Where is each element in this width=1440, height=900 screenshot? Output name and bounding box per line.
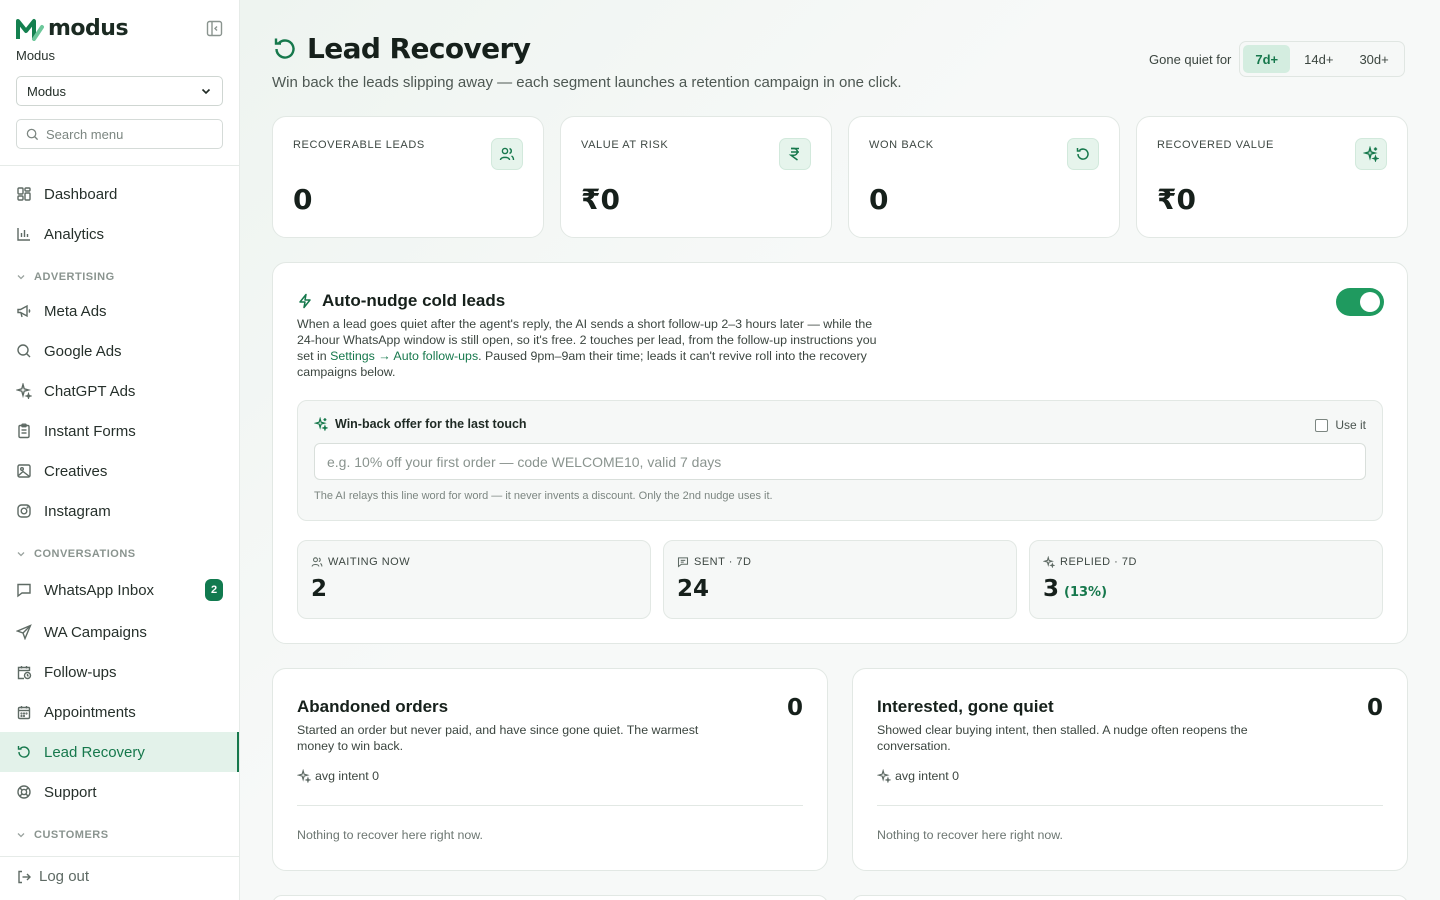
calendar-icon bbox=[16, 704, 32, 720]
range-30d-button[interactable]: 30d+ bbox=[1359, 51, 1389, 67]
metric-percentage: (13%) bbox=[1064, 585, 1108, 600]
metric-value-number: 2 bbox=[311, 576, 328, 602]
section-customers-label: CUSTOMERS bbox=[34, 829, 109, 841]
stat-label: RECOVERED VALUE bbox=[1157, 139, 1274, 151]
segment-title: Interested, gone quiet bbox=[877, 697, 1054, 716]
sidebar-item-appointments[interactable] bbox=[0, 692, 239, 732]
sidebar-item-google-ads[interactable] bbox=[0, 331, 239, 371]
auto-nudge-description bbox=[297, 316, 887, 380]
segment-count: 0 bbox=[1366, 695, 1383, 721]
win-back-offer-hint: The AI relays this line word for word — it never invents a discount. Only the 2nd nudge uses it. bbox=[314, 490, 773, 502]
segment-divider bbox=[297, 805, 803, 806]
sidebar-item-analytics[interactable] bbox=[0, 214, 239, 254]
segment-intent-text: avg intent 0 bbox=[895, 769, 960, 783]
collapse-sidebar-icon[interactable] bbox=[206, 20, 223, 37]
sidebar-item-label: Appointments bbox=[44, 703, 136, 721]
metric-value bbox=[677, 576, 709, 602]
sidebar-item-dashboard[interactable] bbox=[0, 174, 239, 214]
stat-card-recovered-value bbox=[1136, 116, 1408, 238]
stat-card-won-back bbox=[848, 116, 1120, 238]
sidebar-item-wa-campaigns[interactable] bbox=[0, 612, 239, 652]
metric-label-text: REPLIED · 7D bbox=[1060, 556, 1137, 568]
range-label: Gone quiet for bbox=[1149, 51, 1232, 67]
use-it-label: Use it bbox=[1335, 418, 1366, 432]
stat-value: 0 bbox=[293, 183, 313, 216]
sidebar-item-label: Analytics bbox=[44, 225, 105, 243]
search-icon bbox=[16, 343, 32, 359]
page-subtitle: Win back the leads slipping away — each segment launches a retention campaign in one click. bbox=[272, 74, 902, 91]
sidebar-item-label: Instagram bbox=[44, 502, 111, 520]
metric-replied-7d bbox=[1029, 540, 1383, 619]
send-icon bbox=[16, 624, 32, 640]
auto-nudge-header bbox=[297, 291, 505, 311]
win-back-offer-label: Win-back offer for the last touch bbox=[335, 417, 527, 431]
metric-label bbox=[311, 556, 410, 568]
search-icon bbox=[26, 128, 39, 141]
page-title-text: Lead Recovery bbox=[307, 32, 531, 65]
stat-label: VALUE AT RISK bbox=[581, 139, 669, 151]
sparkle-icon bbox=[16, 383, 32, 399]
sidebar-divider bbox=[0, 856, 239, 857]
sidebar-item-whatsapp-inbox[interactable] bbox=[0, 570, 239, 610]
section-conversations[interactable] bbox=[16, 548, 136, 560]
checkbox-box[interactable] bbox=[1315, 419, 1328, 432]
instagram-icon bbox=[16, 503, 32, 519]
org-select[interactable] bbox=[16, 76, 223, 106]
stat-value: ₹0 bbox=[1157, 183, 1196, 216]
message-square-icon bbox=[677, 556, 689, 568]
search-placeholder: Search menu bbox=[46, 126, 124, 142]
sidebar-item-lead-recovery[interactable] bbox=[0, 732, 239, 772]
metric-label bbox=[1043, 556, 1137, 568]
search-input[interactable] bbox=[16, 119, 223, 149]
use-it-checkbox[interactable] bbox=[1315, 418, 1366, 432]
main-content bbox=[240, 0, 1440, 900]
sidebar-divider bbox=[0, 165, 239, 166]
message-square-icon bbox=[16, 582, 32, 598]
refresh-icon bbox=[1067, 138, 1099, 170]
users-icon bbox=[311, 556, 323, 568]
sidebar-item-label: Instant Forms bbox=[44, 422, 136, 440]
sidebar-item-label: Support bbox=[44, 783, 97, 801]
sidebar-item-label: WA Campaigns bbox=[44, 623, 147, 641]
settings-auto-follow-ups-link[interactable]: Settings → Auto follow-ups bbox=[330, 349, 479, 363]
sidebar bbox=[0, 0, 240, 900]
clipboard-icon bbox=[16, 423, 32, 439]
modus-logo-icon bbox=[16, 17, 46, 41]
sparkle-icon bbox=[1355, 138, 1387, 170]
segment-description: Showed clear buying intent, then stalled. A nudge often reopens the conversation. bbox=[877, 723, 1248, 753]
chevron-down-icon bbox=[16, 272, 26, 282]
sidebar-item-label: Meta Ads bbox=[44, 302, 107, 320]
sidebar-item-label: WhatsApp Inbox bbox=[44, 581, 155, 599]
metric-label bbox=[677, 556, 751, 568]
segment-intent bbox=[877, 769, 959, 783]
range-filter bbox=[1149, 41, 1405, 77]
calendar-clock-icon bbox=[16, 664, 32, 680]
metric-value bbox=[1043, 576, 1107, 602]
sidebar-item-label: Follow-ups bbox=[44, 663, 117, 681]
section-advertising[interactable] bbox=[16, 271, 115, 283]
range-7d-button[interactable]: 7d+ bbox=[1243, 45, 1290, 73]
metric-value-number: 24 bbox=[677, 576, 710, 602]
sidebar-item-support[interactable] bbox=[0, 772, 239, 812]
win-back-offer-panel bbox=[297, 400, 1383, 521]
org-select-value: Modus bbox=[27, 83, 67, 99]
logout-label: Log out bbox=[39, 868, 90, 885]
logout-button[interactable] bbox=[16, 868, 89, 885]
sparkle-icon bbox=[297, 769, 311, 783]
page-title bbox=[272, 32, 530, 65]
stat-value: 0 bbox=[869, 183, 889, 216]
auto-nudge-desc-text: . Paused 9pm–9am their time; leads it can't revive roll into the recovery campaigns below. bbox=[297, 349, 867, 379]
stat-label: RECOVERABLE LEADS bbox=[293, 139, 425, 151]
section-conversations-label: CONVERSATIONS bbox=[34, 548, 136, 560]
sidebar-item-instant-forms[interactable] bbox=[0, 411, 239, 451]
metric-value bbox=[311, 576, 327, 602]
win-back-offer-input[interactable] bbox=[314, 443, 1366, 480]
stat-value: ₹0 bbox=[581, 183, 620, 216]
refresh-icon bbox=[272, 36, 298, 62]
unread-badge: 2 bbox=[205, 579, 223, 601]
range-14d-button[interactable]: 14d+ bbox=[1304, 51, 1334, 67]
chevron-down-icon bbox=[16, 830, 26, 840]
sidebar-item-label: Google Ads bbox=[44, 342, 122, 360]
auto-nudge-desc-text: When a lead goes quiet after the agent's reply, the AI sends a short follow-up 2–3 hours later — while the 24-hour WhatsApp window is still open, so it's free. 2 touches per lead, from the follow-up instructions you set in bbox=[297, 317, 877, 363]
zap-icon bbox=[297, 293, 313, 309]
rupee-icon bbox=[779, 138, 811, 170]
bar-chart-icon bbox=[16, 226, 32, 242]
section-advertising-label: ADVERTISING bbox=[34, 271, 115, 283]
sidebar-item-chatgpt-ads[interactable] bbox=[0, 371, 239, 411]
sidebar-item-label: ChatGPT Ads bbox=[44, 382, 136, 400]
segment-divider bbox=[877, 805, 1383, 806]
segment-empty-state: Nothing to recover here right now. bbox=[297, 828, 483, 842]
segment-card-partial bbox=[272, 895, 828, 900]
segment-intent-text: avg intent 0 bbox=[315, 769, 380, 783]
win-back-offer-title bbox=[314, 417, 527, 431]
refresh-icon bbox=[16, 744, 32, 760]
metric-label-text: SENT · 7D bbox=[694, 556, 752, 568]
metric-label-text: WAITING NOW bbox=[328, 556, 411, 568]
sparkle-icon bbox=[877, 769, 891, 783]
metric-sent-7d bbox=[663, 540, 1017, 619]
segment-description: Started an order but never paid, and have since gone quiet. The warmest money to win back. bbox=[297, 723, 699, 753]
stat-card-value-at-risk bbox=[560, 116, 832, 238]
segment-count: 0 bbox=[786, 695, 803, 721]
sidebar-item-follow-ups[interactable] bbox=[0, 652, 239, 692]
sparkle-icon bbox=[314, 417, 328, 431]
segment-title: Abandoned orders bbox=[297, 697, 449, 716]
stat-label: WON BACK bbox=[869, 139, 934, 151]
megaphone-icon bbox=[16, 303, 32, 319]
section-customers[interactable] bbox=[16, 829, 109, 841]
lifebuoy-icon bbox=[16, 784, 32, 800]
org-name: Modus bbox=[16, 48, 56, 63]
range-segmented-control bbox=[1239, 41, 1404, 77]
brand-logo[interactable] bbox=[16, 16, 128, 41]
sidebar-item-instagram[interactable] bbox=[0, 491, 239, 531]
metric-value-number: 3 bbox=[1043, 576, 1060, 602]
sidebar-item-label: Lead Recovery bbox=[44, 743, 145, 761]
segment-empty-state: Nothing to recover here right now. bbox=[877, 828, 1063, 842]
sidebar-item-label: Dashboard bbox=[44, 185, 118, 203]
segment-card-interested-gone-quiet[interactable] bbox=[852, 668, 1408, 871]
chevron-down-icon bbox=[16, 549, 26, 559]
auto-nudge-title: Auto-nudge cold leads bbox=[322, 291, 506, 310]
chevron-down-icon bbox=[200, 85, 212, 97]
brand-name: modus bbox=[48, 16, 129, 41]
metric-waiting-now bbox=[297, 540, 651, 619]
log-out-icon bbox=[16, 869, 32, 885]
stat-card-recoverable-leads bbox=[272, 116, 544, 238]
segment-card-partial bbox=[852, 895, 1408, 900]
segment-card-abandoned-orders[interactable] bbox=[272, 668, 828, 871]
auto-nudge-toggle[interactable] bbox=[1336, 288, 1384, 316]
users-icon bbox=[491, 138, 523, 170]
dashboard-icon bbox=[16, 186, 32, 202]
segment-intent bbox=[297, 769, 379, 783]
sidebar-item-label: Creatives bbox=[44, 462, 108, 480]
auto-nudge-card bbox=[272, 262, 1408, 644]
sidebar-item-meta-ads[interactable] bbox=[0, 291, 239, 331]
sidebar-item-creatives[interactable] bbox=[0, 451, 239, 491]
sparkle-icon bbox=[1043, 556, 1055, 568]
image-icon bbox=[16, 463, 32, 479]
